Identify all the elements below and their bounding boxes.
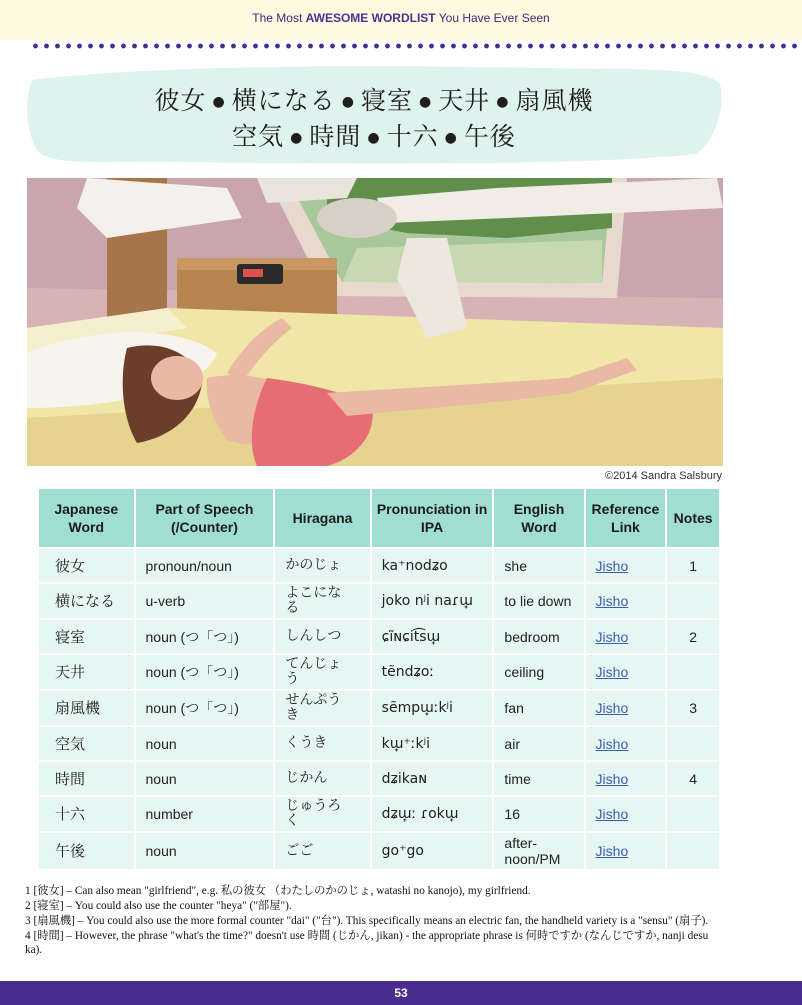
- ipa-cell: tẽndʑoː: [372, 655, 493, 689]
- ipa-cell: kɯ̟⁺ːkʲi: [372, 727, 493, 760]
- japanese-word-cell: 空気: [39, 727, 134, 760]
- part-of-speech-cell: noun: [136, 727, 274, 760]
- part-of-speech-cell: noun: [136, 762, 274, 795]
- hiragana-cell: ごご: [275, 833, 369, 869]
- ipa-cell: ka⁺nodʑo: [372, 549, 493, 582]
- header-bar: [0, 0, 802, 40]
- japanese-word-cell: 寝室: [39, 620, 134, 653]
- hiragana-cell: てんじょ う: [275, 655, 369, 689]
- footer-bar: [0, 981, 802, 1005]
- jisho-link[interactable]: Jisho: [595, 557, 629, 574]
- ipa-cell: ɕĩɴɕit͡sɯ̟: [372, 620, 493, 653]
- table-row: [39, 727, 719, 760]
- part-of-speech-cell: noun: [136, 833, 274, 869]
- note-cell: [667, 797, 719, 831]
- part-of-speech-cell: noun (つ「つ」): [136, 691, 274, 725]
- hiragana-cell: じゅうろ く: [275, 797, 369, 831]
- column-header: Notes: [667, 489, 719, 547]
- hiragana-cell: しんしつ: [275, 620, 369, 653]
- bedroom-illustration: [27, 178, 723, 466]
- part-of-speech-cell: pronoun/noun: [136, 549, 274, 582]
- reference-link-cell: [586, 727, 666, 760]
- hiragana-cell: よこにな る: [275, 584, 369, 618]
- footnotes: [25, 884, 725, 958]
- english-word-cell: she: [494, 549, 583, 582]
- footnote: 3 [扇風機] – You could also use the more formal counter "dai" ("台"). This specifically means an electric fan, the handheld variety is a "sensu" (扇子).: [25, 915, 709, 927]
- ipa-cell: go⁺go: [372, 833, 493, 869]
- banner-word: 午後: [463, 122, 516, 151]
- table-row: [39, 691, 719, 725]
- part-of-speech-cell: noun (つ「つ」): [136, 620, 274, 653]
- footnote: 1 [彼女] – Can also mean "girlfriend", e.g. 私の彼女 （わたしのかのじょ, watashi no kanojo), my girlfriend.: [25, 885, 531, 897]
- table-header-row: [39, 489, 719, 547]
- banner-word: 空気: [232, 122, 285, 151]
- banner-line-1: [24, 81, 724, 117]
- reference-link-cell: [586, 584, 666, 618]
- table-row: [39, 797, 719, 831]
- english-word-cell: time: [494, 762, 583, 795]
- woman-lying-under-ceiling-fan-image: [27, 178, 723, 466]
- ipa-cell: dʑikaɴ: [372, 762, 493, 795]
- banner-word: 寝室: [360, 86, 413, 115]
- japanese-word-cell: 天井: [39, 655, 134, 689]
- english-word-cell: after-noon/PM: [494, 833, 583, 869]
- note-cell: [667, 727, 719, 760]
- column-header: Part of Speech (/Counter): [136, 489, 274, 547]
- jisho-link[interactable]: Jisho: [595, 735, 629, 752]
- table-row: [39, 833, 719, 869]
- note-cell: [667, 584, 719, 618]
- hiragana-cell: せんぷう き: [275, 691, 369, 725]
- japanese-word-cell: 時間: [39, 762, 134, 795]
- bullet-separator: ●: [419, 94, 433, 110]
- japanese-word-cell: 十六: [39, 797, 134, 831]
- note-cell: [667, 655, 719, 689]
- column-header: Pronunciation in IPA: [372, 489, 493, 547]
- column-header: Reference Link: [586, 489, 666, 547]
- reference-link-cell: [586, 691, 666, 725]
- header-title-suffix: You Have Ever Seen: [438, 11, 550, 25]
- banner-line-2: [24, 117, 724, 153]
- illustration-credit: ©2014 Sandra Salsbury: [605, 470, 722, 482]
- jisho-link[interactable]: Jisho: [595, 843, 629, 859]
- column-header: Japanese Word: [39, 489, 134, 547]
- part-of-speech-cell: u-verb: [136, 584, 274, 618]
- english-word-cell: to lie down: [494, 584, 583, 618]
- japanese-word-cell: 横になる: [39, 584, 134, 618]
- japanese-word-cell: 午後: [39, 833, 134, 869]
- english-word-cell: ceiling: [494, 655, 583, 689]
- jisho-link[interactable]: Jisho: [595, 593, 629, 609]
- page-header-title: [0, 11, 802, 25]
- reference-link-cell: [586, 549, 666, 582]
- bullet-separator: ●: [290, 130, 304, 146]
- note-cell: 1: [667, 549, 719, 582]
- reference-link-cell: [586, 655, 666, 689]
- ipa-cell: joko nʲi naɾɯ̟: [372, 584, 493, 618]
- note-cell: 3: [667, 691, 719, 725]
- banner-word: 十六: [386, 122, 439, 151]
- header-title-prefix: The Most: [252, 11, 303, 25]
- japanese-word-cell: 扇風機: [39, 691, 134, 725]
- jisho-link[interactable]: Jisho: [595, 628, 629, 645]
- bullet-separator: ●: [367, 130, 381, 146]
- hiragana-cell: かのじょ: [275, 549, 369, 582]
- table-row: [39, 762, 719, 795]
- wordlist-table: [37, 487, 721, 871]
- table-row: [39, 549, 719, 582]
- column-header: English Word: [494, 489, 583, 547]
- ipa-cell: dʑɯ̟ː ɾokɯ̟: [372, 797, 493, 831]
- reference-link-cell: [586, 762, 666, 795]
- note-cell: 2: [667, 620, 719, 653]
- banner-word: 彼女: [154, 86, 207, 115]
- jisho-link[interactable]: Jisho: [595, 700, 629, 716]
- footnote: 2 [寝室] – You could also use the counter "heya" ("部屋").: [25, 900, 292, 912]
- column-header: Hiragana: [275, 489, 369, 547]
- jisho-link[interactable]: Jisho: [595, 664, 629, 680]
- page-number: 53: [394, 986, 408, 1000]
- english-word-cell: 16: [494, 797, 583, 831]
- table-row: [39, 655, 719, 689]
- english-word-cell: fan: [494, 691, 583, 725]
- part-of-speech-cell: noun (つ「つ」): [136, 655, 274, 689]
- table-row: [39, 584, 719, 618]
- ipa-cell: sẽmpɯ̟ːkʲi: [372, 691, 493, 725]
- english-word-cell: bedroom: [494, 620, 583, 653]
- hiragana-cell: くうき: [275, 727, 369, 760]
- vocabulary-banner: [24, 62, 724, 168]
- banner-word: 扇風機: [515, 86, 594, 115]
- japanese-word-cell: 彼女: [39, 549, 134, 582]
- reference-link-cell: [586, 797, 666, 831]
- bullet-separator: ●: [496, 94, 510, 110]
- table-row: [39, 620, 719, 653]
- banner-word: 時間: [309, 122, 362, 151]
- reference-link-cell: [586, 620, 666, 653]
- part-of-speech-cell: number: [136, 797, 274, 831]
- hiragana-cell: じかん: [275, 762, 369, 795]
- jisho-link[interactable]: Jisho: [595, 770, 629, 787]
- jisho-link[interactable]: Jisho: [595, 806, 629, 822]
- dotted-divider: [30, 43, 800, 49]
- reference-link-cell: [586, 833, 666, 869]
- english-word-cell: air: [494, 727, 583, 760]
- footnote: 4 [時間] – However, the phrase "what's the time?" doesn't use 時間 (じかん, jikan) - the appropriate phrase is 何時ですか (なんじですか, nanji desu ka).: [25, 930, 709, 956]
- bullet-separator: ●: [444, 130, 458, 146]
- bullet-separator: ●: [212, 94, 226, 110]
- note-cell: [667, 833, 719, 869]
- bullet-separator: ●: [341, 94, 355, 110]
- note-cell: 4: [667, 762, 719, 795]
- banner-word: 横になる: [231, 86, 336, 115]
- banner-word: 天井: [438, 86, 491, 115]
- header-title-emphasis: AWESOME WORDLIST: [305, 11, 436, 25]
